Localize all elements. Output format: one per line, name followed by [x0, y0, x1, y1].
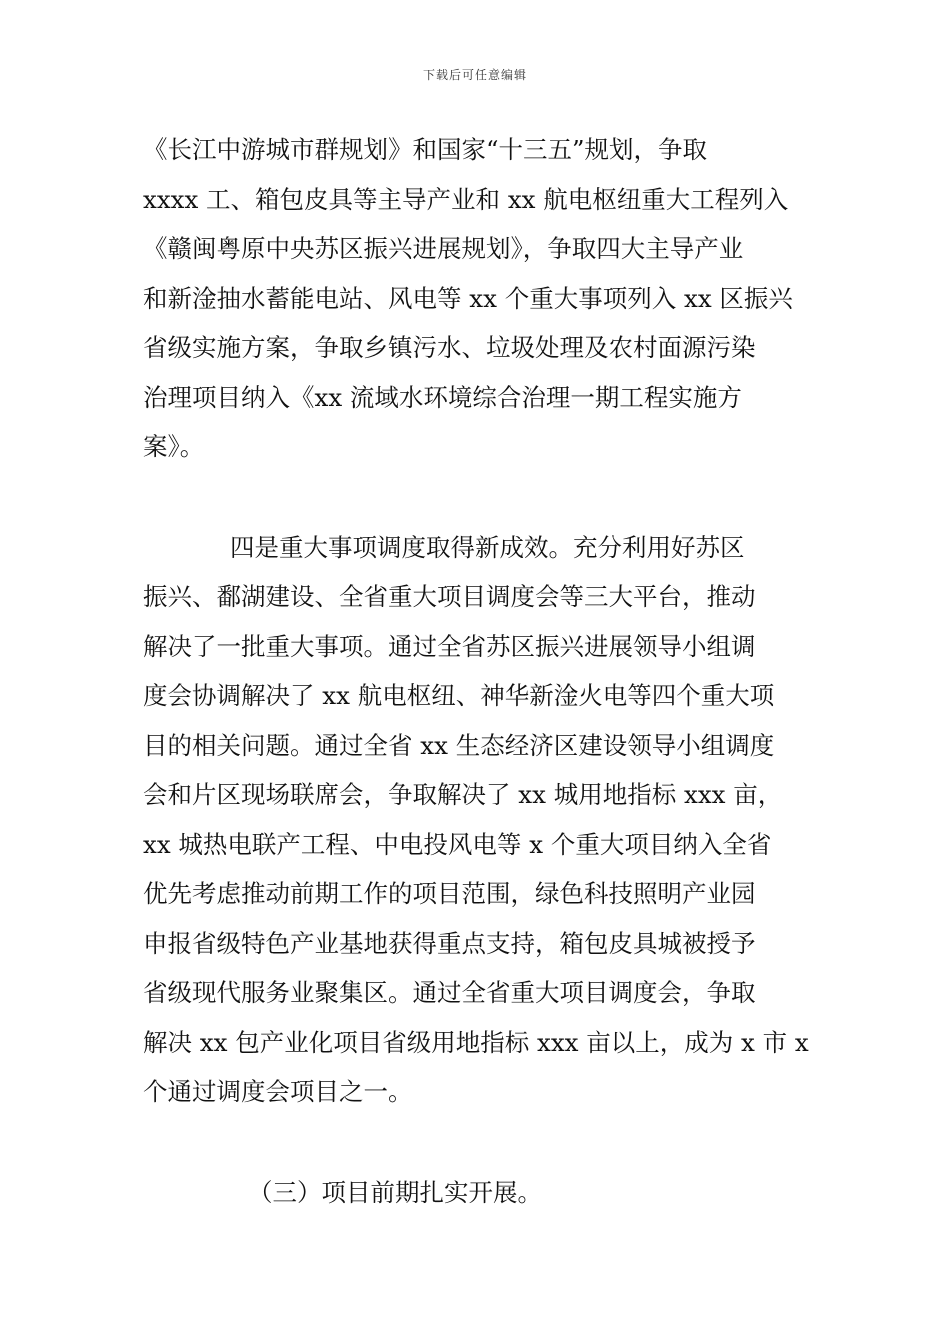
paragraph-line: 四是重大事项调度取得新成效。充分利用好苏区 [230, 533, 745, 562]
paragraph-line: 优先考虑推动前期工作的项目范围，绿色科技照明产业园 [143, 879, 756, 908]
paragraph-line: 个通过调度会项目之一。 [143, 1077, 413, 1106]
paragraph-line: 省级实施方案，争取乡镇污水、垃圾处理及农村面源污染 [143, 333, 756, 362]
section-heading: （三）项目前期扎实开展。 [248, 1178, 542, 1207]
paragraph-line: 度会协调解决了 xx 航电枢纽、神华新淦火电等四个重大项 [143, 681, 775, 710]
page-header: 下载后可任意编辑 [422, 68, 527, 82]
paragraph-line: 申报省级特色产业基地获得重点支持，箱包皮具城被授予 [143, 929, 756, 958]
paragraph-line: 解决 xx 包产业化项目省级用地指标 xxx 亩以上，成为 x 市 x [143, 1028, 809, 1057]
paragraph-line: 治理项目纳入《xx 流域水环境综合治理一期工程实施方 [143, 383, 742, 412]
paragraph-line: 《长江中游城市群规划》和国家“十三五”规划，争取 [143, 135, 708, 164]
paragraph-line: 《赣闽粤原中央苏区振兴进展规划》，争取四大主导产业 [143, 234, 744, 263]
paragraph-line: 振兴、鄱湖建设、全省重大项目调度会等三大平台，推动 [143, 582, 756, 611]
paragraph-line: 省级现代服务业聚集区。通过全省重大项目调度会，争取 [143, 978, 756, 1007]
paragraph-line: 解决了一批重大事项。通过全省苏区振兴进展领导小组调 [143, 632, 756, 661]
paragraph-line: 和新淦抽水蓄能电站、风电等 xx 个重大事项列入 xx 区振兴 [143, 284, 793, 313]
paragraph-line: 会和片区现场联席会，争取解决了 xx 城用地指标 xxx 亩， [143, 780, 783, 809]
paragraph-line: xx 城热电联产工程、中电投风电等 x 个重大项目纳入全省 [143, 830, 772, 859]
paragraph-line: 案》。 [143, 432, 205, 461]
paragraph-line: 目的相关问题。通过全省 xx 生态经济区建设领导小组调度 [143, 731, 775, 760]
paragraph-line: xxxx 工、箱包皮具等主导产业和 xx 航电枢纽重大工程列入 [143, 185, 789, 214]
